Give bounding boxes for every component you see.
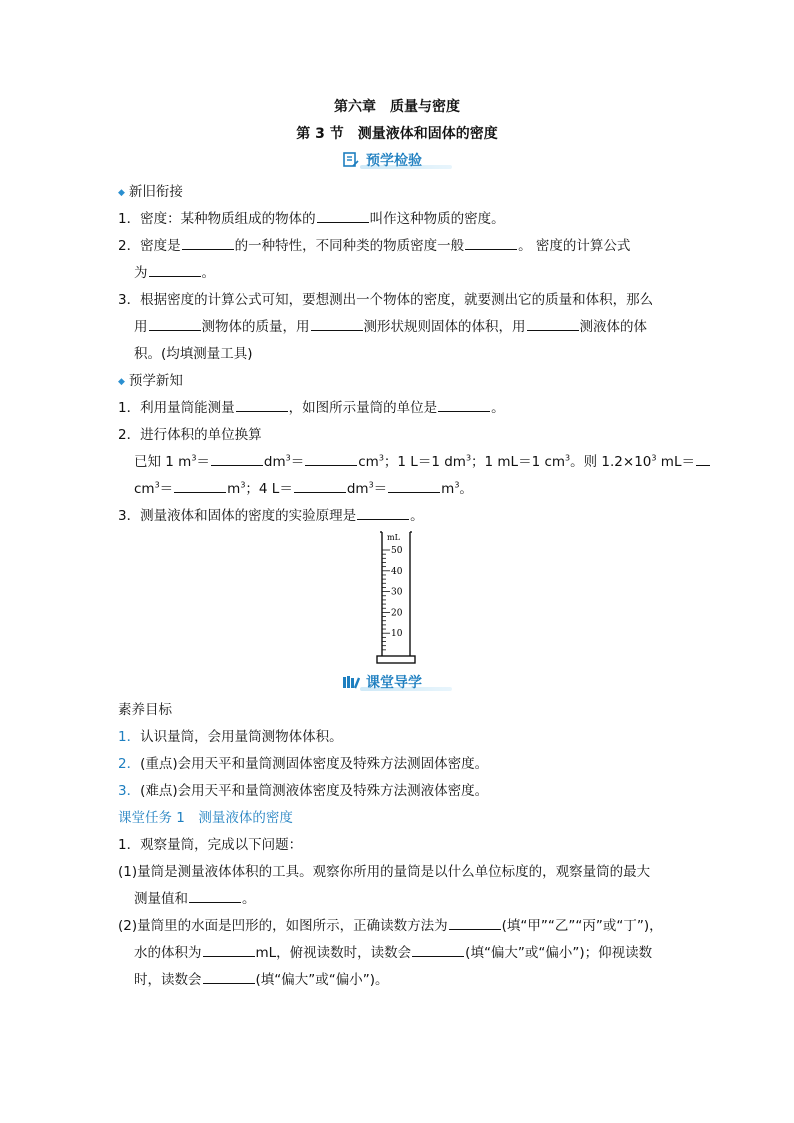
task-1-part-2: (2)量筒里的水面是凹形的，如图所示，正确读数方法为 (填“甲”“乙”“丙”或“丁”)， — [118, 918, 663, 934]
question-1: 1．密度：某种物质组成的物体的 叫作这种物质的密度。 — [118, 211, 505, 227]
answer-blank[interactable] — [357, 507, 409, 520]
question-3: 3．根据密度的计算公式可知，要想测出一个物体的密度，就要测出它的质量和体积，那么 — [118, 292, 654, 308]
answer-blank[interactable] — [174, 480, 226, 493]
task-1-heading: 课堂任务 1 测量液体的密度 — [118, 810, 293, 826]
notebook-icon — [342, 152, 360, 168]
answer-blank[interactable] — [412, 944, 464, 957]
answer-blank[interactable] — [317, 210, 369, 223]
answer-blank[interactable] — [203, 971, 255, 984]
banner-label: 预学检验 — [366, 153, 422, 169]
scale-label: 20 — [391, 608, 403, 619]
unit-conversion-line-1: 已知 1 $m^3= dm^3= cm^3$；1 L＝1 $dm^3$；1 mL＝1 $cm^3$。则 $1.2\times 10^3$ mL＝ — [134, 450, 711, 470]
task-1-part-2-cont: 水的体积为 mL，俯视读数时，读数会 (填“偏大”或“偏小”)；仰视读数 — [134, 945, 653, 961]
scale-label: 10 — [391, 629, 403, 640]
scale-label: 30 — [391, 587, 403, 598]
question-3-end: 积。(均填测量工具) — [134, 346, 253, 362]
answer-blank[interactable] — [388, 480, 440, 493]
new-knowledge-heading: ◆ 预学新知 — [118, 373, 183, 389]
answer-blank[interactable] — [438, 399, 490, 412]
answer-blank[interactable] — [465, 237, 517, 250]
scale-label: 50 — [391, 546, 403, 556]
task-1-part-2-end: 时，读数会 (填“偏大”或“偏小”)。 — [134, 972, 389, 988]
answer-blank[interactable] — [203, 944, 255, 957]
answer-blank[interactable] — [311, 318, 363, 331]
goal-item: 3．(难点)会用天平和量筒测液体密度及特殊方法测液体密度。 — [118, 783, 489, 799]
section-title: 第 3 节 测量液体和固体的密度 — [296, 126, 498, 142]
answer-blank[interactable] — [305, 453, 357, 466]
task-1-question: 1．观察量筒，完成以下问题： — [118, 837, 303, 853]
answer-blank[interactable] — [211, 453, 263, 466]
answer-blank[interactable] — [182, 237, 234, 250]
answer-blank[interactable] — [527, 318, 579, 331]
cylinder-scale — [382, 546, 403, 650]
goals-heading: 素养目标 — [118, 702, 172, 718]
chapter-title: 第六章 质量与密度 — [334, 99, 460, 115]
diamond-icon: ◆ — [118, 188, 125, 198]
answer-blank[interactable] — [149, 264, 201, 277]
answer-blank[interactable] — [294, 480, 346, 493]
unit-conversion-line-2: $cm^3= m^3$；4 $L= dm^3= m^3$。 — [134, 480, 473, 497]
answer-blank[interactable] — [236, 399, 288, 412]
graduated-cylinder-figure — [374, 530, 420, 668]
banner-label: 课堂导学 — [366, 675, 422, 691]
goal-item: 2．(重点)会用天平和量筒测固体密度及特殊方法测固体密度。 — [118, 756, 489, 772]
cylinder-unit-label: mL — [387, 533, 400, 542]
new-question-1: 1．利用量筒能测量 ，如图所示量筒的单位是 。 — [118, 400, 505, 416]
new-question-3: 3．测量液体和固体的密度的实验原理是 。 — [118, 508, 424, 524]
goal-item: 1．认识量筒，会用量筒测物体体积。 — [118, 729, 343, 745]
review-heading: ◆ 新旧衔接 — [118, 184, 183, 200]
answer-blank[interactable] — [696, 453, 710, 466]
task-1-part-1-cont: 测量值和 。 — [134, 891, 256, 907]
scale-label: 40 — [391, 566, 403, 577]
task-1-part-1: (1)量筒是测量液体体积的工具。观察你所用的量筒是以什么单位标度的，观察量筒的最大 — [118, 864, 651, 880]
question-2-cont: 为 。 — [134, 265, 215, 281]
books-icon — [342, 674, 360, 690]
diamond-icon: ◆ — [118, 377, 125, 387]
answer-blank[interactable] — [449, 917, 501, 930]
classroom-banner — [342, 672, 452, 692]
answer-blank[interactable] — [189, 890, 241, 903]
question-3-cont: 用 测物体的质量，用 测形状规则固体的体积，用 测液体的体 — [134, 319, 647, 335]
question-2: 2．密度是 的一种特性，不同种类的物质密度一般 。 密度的计算公式 — [118, 238, 631, 254]
preview-banner — [342, 150, 452, 170]
new-question-2: 2．进行体积的单位换算 — [118, 427, 262, 443]
answer-blank[interactable] — [149, 318, 201, 331]
